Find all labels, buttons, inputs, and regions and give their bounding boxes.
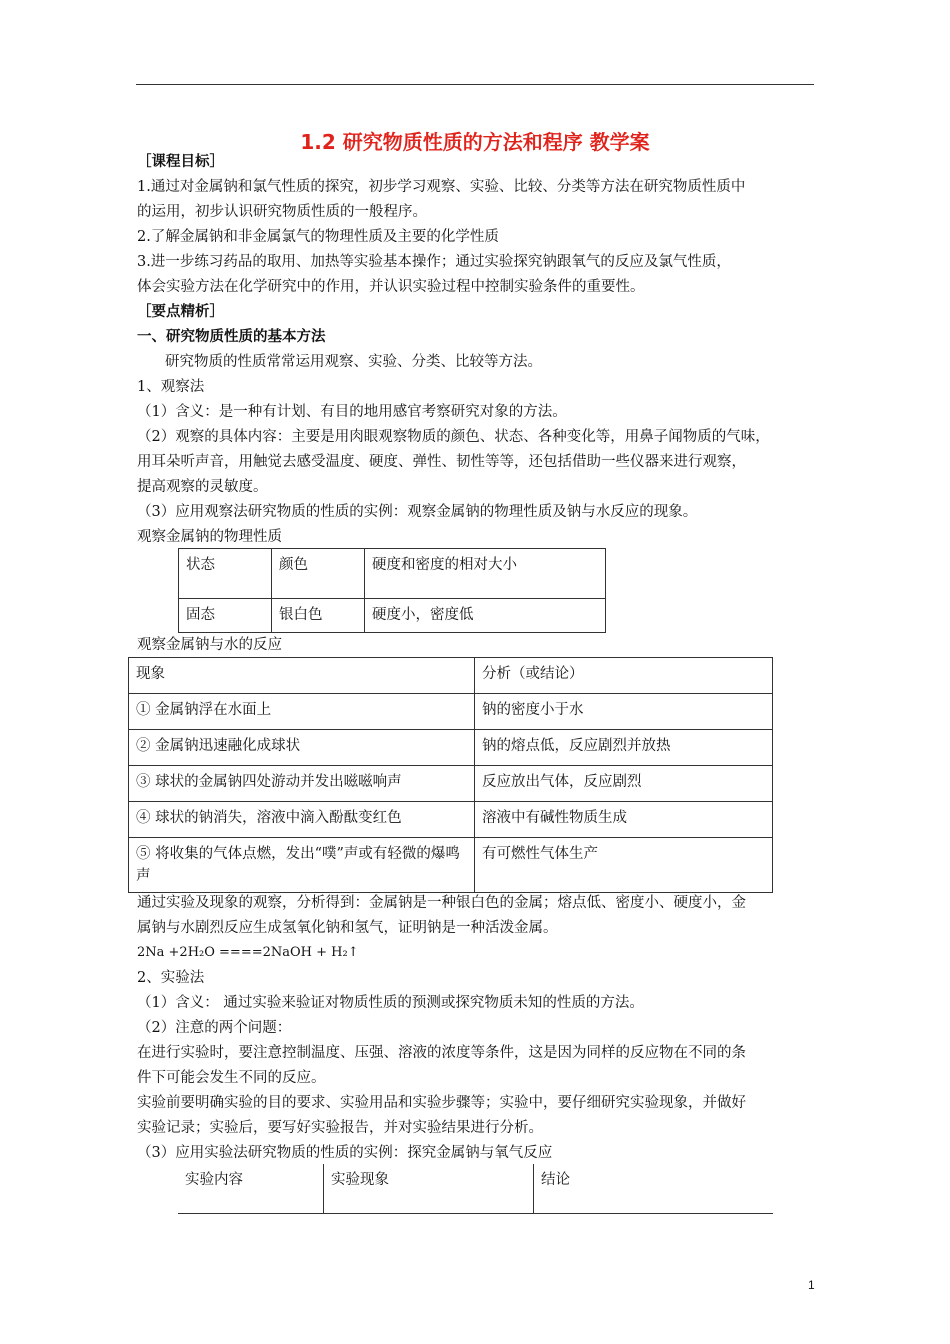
table-header-cell: 分析（或结论） — [475, 658, 773, 694]
table-row — [178, 1164, 773, 1213]
sodium-water-reaction-table — [128, 657, 773, 893]
table1-caption: 观察金属钠的物理性质 — [137, 529, 282, 545]
table-header-cell: 实验内容 — [178, 1164, 324, 1213]
table-cell: ③ 球状的金属钠四处游动并发出嗞嗞响声 — [129, 766, 475, 802]
table-row — [129, 730, 773, 766]
key-points-header: ［要点精析］ — [137, 304, 224, 320]
table-row — [179, 549, 606, 599]
chemical-equation: 2Na +2H₂O ====2NaOH + H₂↑ — [137, 945, 359, 960]
section-title: 一、研究物质性质的基本方法 — [137, 329, 326, 345]
table-header-cell: 现象 — [129, 658, 475, 694]
table-header-cell: 状态 — [179, 549, 272, 599]
goal-line: 1.通过对金属钠和氯气性质的探究，初步学习观察、实验、比较、分类等方法在研究物质性质中 — [137, 179, 746, 195]
observation-title: 1、观察法 — [137, 379, 205, 395]
observation-definition: （1）含义：是一种有计划、有目的地用感官考察研究对象的方法。 — [137, 404, 567, 420]
table-cell: 硬度小，密度低 — [365, 599, 606, 633]
header-rule — [136, 84, 814, 85]
table2-caption: 观察金属钠与水的反应 — [137, 637, 282, 653]
table-row — [129, 766, 773, 802]
table-header-cell: 硬度和密度的相对大小 — [365, 549, 606, 599]
goal-line: 体会实验方法在化学研究中的作用，并认识实验过程中控制实验条件的重要性。 — [137, 279, 645, 295]
experiment-notes-heading: （2）注意的两个问题： — [137, 1020, 292, 1036]
section-intro: 研究物质的性质常常运用观察、实验、分类、比较等方法。 — [165, 354, 542, 370]
table-cell: ④ 球状的钠消失，溶液中滴入酚酞变红色 — [129, 802, 475, 838]
experiment-note-line: 实验前要明确实验的目的要求、实验用品和实验步骤等；实验中，要仔细研究实验现象，并做好 — [137, 1095, 746, 1111]
table-cell: 钠的熔点低，反应剧烈并放热 — [475, 730, 773, 766]
goal-line: 的运用，初步认识研究物质性质的一般程序。 — [137, 204, 427, 220]
conclusion-line: 通过实验及现象的观察，分析得到：金属钠是一种银白色的金属；熔点低、密度小、硬度小，金 — [137, 895, 746, 911]
table-row — [129, 694, 773, 730]
experiment-note-line: 实验记录；实验后，要写好实验报告，并对实验结果进行分析。 — [137, 1120, 543, 1136]
table-cell: 银白色 — [272, 599, 365, 633]
table-row — [129, 658, 773, 694]
experiment-note-line: 在进行实验时，要注意控制温度、压强、溶液的浓度等条件，这是因为同样的反应物在不同的条 — [137, 1045, 746, 1061]
table-header-cell: 实验现象 — [324, 1164, 534, 1213]
goals-header: ［课程目标］ — [137, 154, 224, 170]
experiment-note-line: 件下可能会发生不同的反应。 — [137, 1070, 326, 1086]
experiment-example: （3）应用实验法研究物质的性质的实例：探究金属钠与氧气反应 — [137, 1145, 553, 1161]
page-number: 1 — [808, 1278, 815, 1292]
page-title: 1.2 研究物质性质的方法和程序 教学案 — [300, 130, 650, 154]
conclusion-line: 属钠与水剧烈反应生成氢氧化钠和氢气，证明钠是一种活泼金属。 — [137, 920, 558, 936]
table-row — [129, 838, 773, 893]
table-header-cell: 结论 — [534, 1164, 774, 1213]
table-cell: ① 金属钠浮在水面上 — [129, 694, 475, 730]
table-row — [129, 802, 773, 838]
table-cell: ② 金属钠迅速融化成球状 — [129, 730, 475, 766]
goal-line: 2.了解金属钠和非金属氯气的物理性质及主要的化学性质 — [137, 229, 499, 245]
observation-example: （3）应用观察法研究物质的性质的实例：观察金属钠的物理性质及钠与水反应的现象。 — [137, 504, 698, 520]
table-row — [179, 599, 606, 633]
experiment-title: 2、实验法 — [137, 970, 205, 986]
table-cell: ⑤ 将收集的气体点燃，发出“噗”声或有轻微的爆鸣声 — [129, 838, 475, 893]
table-cell: 反应放出气体，反应剧烈 — [475, 766, 773, 802]
table-cell: 钠的密度小于水 — [475, 694, 773, 730]
table-cell: 有可燃性气体生产 — [475, 838, 773, 893]
observation-content-line: （2）观察的具体内容：主要是用肉眼观察物质的颜色、状态、各种变化等，用鼻子闻物质的气味， — [137, 429, 770, 445]
table-cell: 固态 — [179, 599, 272, 633]
experiment-definition: （1）含义： 通过实验来验证对物质性质的预测或探究物质未知的性质的方法。 — [137, 995, 644, 1011]
sodium-physical-properties-table — [178, 548, 606, 633]
table-header-cell: 颜色 — [272, 549, 365, 599]
observation-content-line: 提高观察的灵敏度。 — [137, 479, 268, 495]
goal-line: 3.进一步练习药品的取用、加热等实验基本操作；通过实验探究钠跟氧气的反应及氯气性质， — [137, 254, 731, 270]
sodium-oxygen-experiment-table — [178, 1164, 773, 1214]
table-cell: 溶液中有碱性物质生成 — [475, 802, 773, 838]
observation-content-line: 用耳朵听声音，用触觉去感受温度、硬度、弹性、韧性等等，还包括借助一些仪器来进行观察， — [137, 454, 746, 470]
